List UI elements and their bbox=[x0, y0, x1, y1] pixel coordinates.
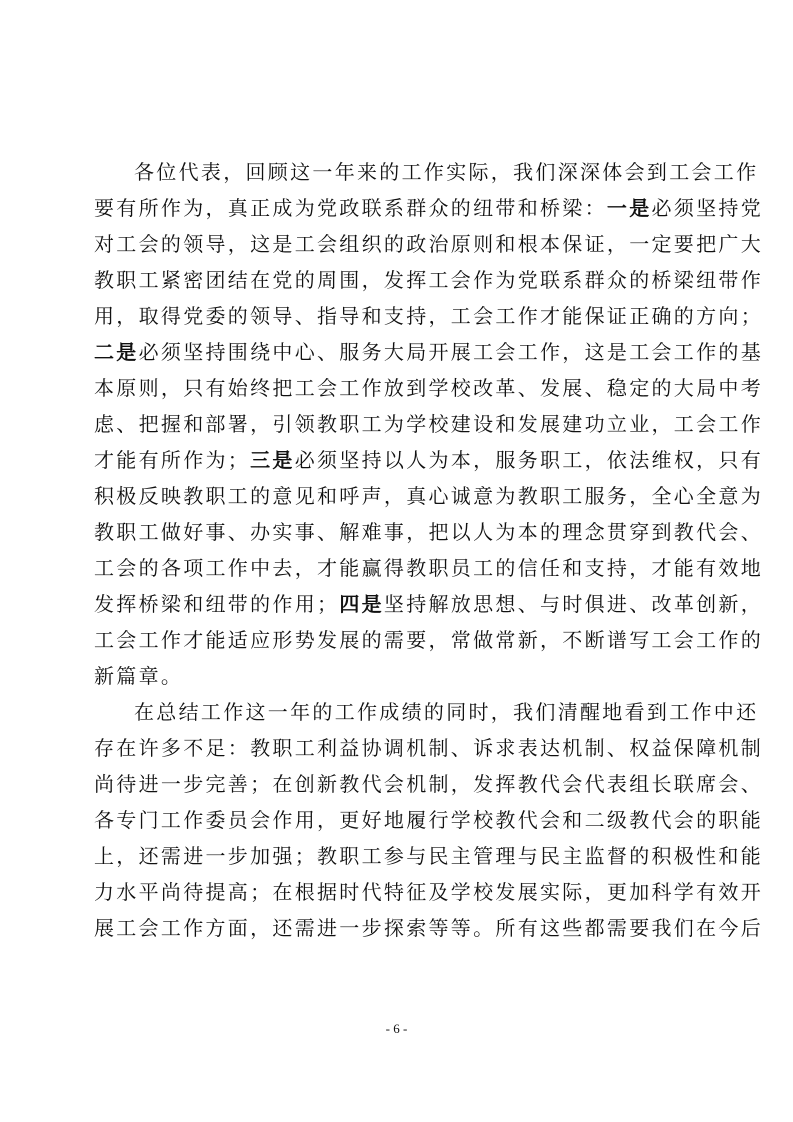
text-run: 教职工紧密团结在党的周围，发挥工会作为党联系群众的桥梁纽带作 bbox=[94, 268, 763, 292]
text-run: 必须坚持围绕中心、服务大局开展工会工作，这是工会工作的基 bbox=[138, 340, 764, 364]
paragraph-line bbox=[94, 842, 763, 870]
text-run: 发挥桥梁和纽带的作用； bbox=[94, 592, 340, 616]
paragraph-line bbox=[94, 626, 763, 654]
paragraph-line bbox=[94, 770, 763, 798]
emphasis-first: 一是 bbox=[606, 196, 652, 220]
paragraph-line bbox=[94, 374, 763, 402]
text-run: 对工会的领导，这是工会组织的政治原则和根本保证，一定要把广大 bbox=[94, 232, 763, 256]
text-run: 各位代表，回顾这一年来的工作实际，我们深深体会到工会工作 bbox=[134, 160, 759, 184]
paragraph-line bbox=[94, 590, 763, 618]
paragraph-line bbox=[94, 662, 183, 690]
text-run: 本原则，只有始终把工会工作放到学校改革、发展、稳定的大局中考 bbox=[94, 376, 763, 400]
text-run: 要有所作为，真正成为党政联系群众的纽带和桥梁： bbox=[94, 196, 607, 220]
text-run: 新篇章。 bbox=[94, 664, 184, 688]
text-run: 虑、把握和部署，引领教职工为学校建设和发展建功立业，工会工作 bbox=[94, 412, 763, 436]
text-run: 各专门工作委员会作用，更好地履行学校教代会和二级教代会的职能 bbox=[94, 808, 763, 832]
paragraph-line bbox=[134, 158, 758, 186]
paragraph-line bbox=[94, 878, 763, 906]
emphasis-fourth: 四是 bbox=[339, 592, 384, 616]
text-run: 必须坚持党 bbox=[651, 196, 764, 220]
text-run: 展工会工作方面，还需进一步探索等等。所有这些都需要我们在今后 bbox=[94, 916, 763, 940]
paragraph-line bbox=[94, 266, 763, 294]
text-run: 在总结工作这一年的工作成绩的同时，我们清醒地看到工作中还 bbox=[134, 700, 759, 724]
text-run: 教职工做好事、办实事、解难事，把以人为本的理念贯穿到教代会、 bbox=[94, 520, 763, 544]
paragraph-line bbox=[94, 518, 763, 546]
emphasis-third: 三是 bbox=[250, 448, 295, 472]
paragraph-line bbox=[94, 554, 763, 582]
paragraph-line bbox=[94, 194, 763, 222]
paragraph-line bbox=[94, 230, 763, 258]
paragraph-line bbox=[94, 734, 763, 762]
emphasis-second: 二是 bbox=[94, 340, 139, 364]
text-run: 工会工作才能适应形势发展的需要，常做常新，不断谱写工会工作的 bbox=[94, 628, 763, 652]
paragraph-line bbox=[94, 410, 763, 438]
paragraph-line bbox=[94, 482, 763, 510]
text-run: 存在许多不足：教职工利益协调机制、诉求表达机制、权益保障机制 bbox=[94, 736, 763, 760]
paragraph-line bbox=[94, 446, 763, 474]
text-run: 积极反映教职工的意见和呼声，真心诚意为教职工服务，全心全意为 bbox=[94, 484, 763, 508]
text-run: 上，还需进一步加强；教职工参与民主管理与民主监督的积极性和能 bbox=[94, 844, 763, 868]
page-number: - 6 - bbox=[385, 1021, 408, 1036]
paragraph-line bbox=[94, 914, 763, 942]
paragraph-line bbox=[94, 338, 763, 366]
text-run: 尚待进一步完善；在创新教代会机制，发挥教代会代表组长联席会、 bbox=[94, 772, 763, 796]
text-run: 工会的各项工作中去，才能赢得教职员工的信任和支持，才能有效地 bbox=[94, 556, 763, 580]
text-run: 用，取得党委的领导、指导和支持，工会工作才能保证正确的方向； bbox=[94, 304, 763, 328]
paragraph-line bbox=[134, 698, 758, 726]
paragraph-line bbox=[94, 806, 763, 834]
text-run: 坚持解放思想、与时俱进、改革创新， bbox=[383, 592, 764, 616]
paragraph-line bbox=[94, 302, 763, 330]
text-run: 必须坚持以人为本，服务职工，依法维权，只有 bbox=[294, 448, 764, 472]
text-run: 才能有所作为； bbox=[94, 448, 251, 472]
text-run: 力水平尚待提高；在根据时代特征及学校发展实际，更加科学有效开 bbox=[94, 880, 763, 904]
